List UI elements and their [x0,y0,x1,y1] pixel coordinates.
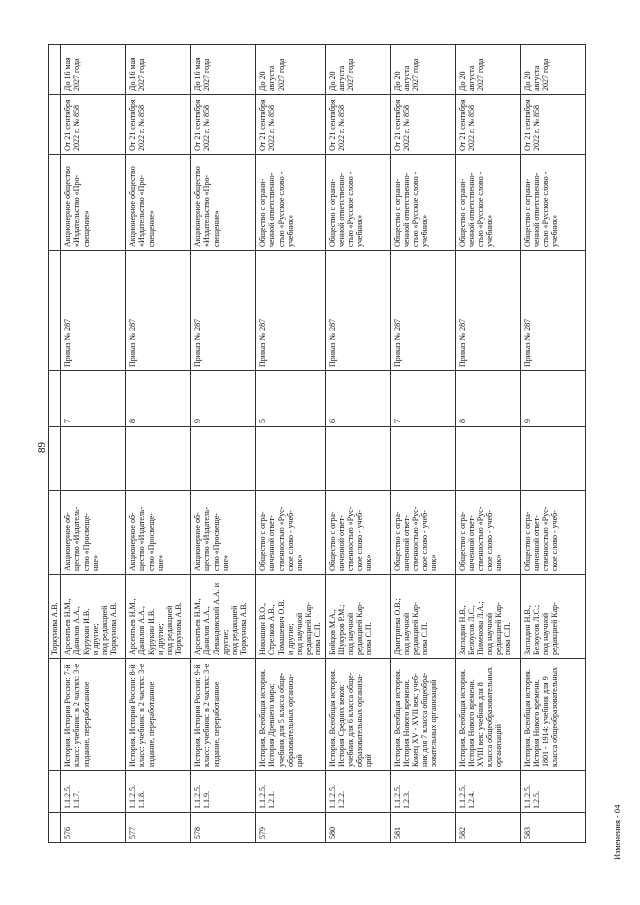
valid-until: До 16 мая 2027 года [61,45,126,95]
header-cell [49,371,61,427]
publisher-current: Общество с ограни- ченной ответственно- стью «Русское слово - учебник» [256,155,325,251]
valid-from: От 21 сентября 2022 г. № 858 [325,95,390,155]
publisher: Общество с огра- ниченной ответ- ственностью «Рус- ское слово - учеб- [520,491,585,575]
header-cell [49,45,61,95]
authors: Бойцов М.А., Шукуров Р.М.; под научной редакцией Кар- пова С.П. [325,575,390,659]
order-position: 8 [455,371,520,427]
textbook-title: История. Всеобщая история. История Древнего мира: учебник для 5 класса обще- образовательных организа- ций [256,659,325,771]
table-row [455,45,520,843]
order-ref: Приказ № 287 [455,251,520,371]
valid-until: До 16 мая 2027 года [126,45,191,95]
publisher-current: Акционерное общество «Издательство «Про- свещение» [191,155,256,251]
order-ref: Приказ № 287 [126,251,191,371]
publisher: Общество с огра- ниченной ответ- ственностью «Рус- ское слово - учеб- ник» [390,491,455,575]
section-code: 1.1.2.5. 1.1.8. [126,771,191,813]
order-position: 6 [325,371,390,427]
row-number: 579 [256,813,325,843]
publisher: Общество с огра- ниченной ответ- ственностью «Рус- ское слово - учеб- ник» [325,491,390,575]
authors: Никишин В.О., Стрелков А.В., Томашевич О.В. и другие; под научной редакцией Кар- пова С.П. [256,575,325,659]
row-number: 576 [61,813,126,843]
row-number: 578 [191,813,256,843]
publisher-current: Общество с ограни- ченной ответственно- стью «Русское слово - учебник» [325,155,390,251]
valid-until: До 20 августа 2027 года [256,45,325,95]
valid-until: До 20 августа 2027 года [455,45,520,95]
publisher-current: Общество с ограни- ченной ответственно- стью «Русское слово - учебник» [455,155,520,251]
header-cell [49,659,61,771]
header-cell [49,155,61,251]
row-number: 583 [520,813,585,843]
order-position: 8 [126,371,191,427]
header-cell [49,813,61,843]
empty-cell [191,427,256,491]
order-position: 7 [61,371,126,427]
table-row [61,45,126,843]
order-ref: Приказ № 287 [325,251,390,371]
header-cell [49,251,61,371]
header-cell [49,771,61,813]
header-cell [49,491,61,575]
table-row [256,45,325,843]
order-ref: Приказ № 287 [61,251,126,371]
page-number: 89 [36,442,48,453]
table-header-row [49,45,61,843]
empty-cell [61,427,126,491]
section-code: 1.1.2.5. 1.2.5. [520,771,585,813]
textbook-title: История. Всеобщая история. История Нового времени. 1801 - 1914: учебник для 9 класса общеобразовательных [520,659,585,771]
registry-table [48,44,586,843]
empty-cell [126,427,191,491]
empty-cell [256,427,325,491]
authors: Загладин Н.В., Белоусов Л.С., Пименова Л.А.; под научной редакцией Кар- пова С.П. [455,575,520,659]
order-position: 7 [390,371,455,427]
authors: Арсентьев Н.М., Данилов А.А., Левандовский А.А. и другие; под редакцией Торкунова А.В. [191,575,256,659]
section-code: 1.1.2.5. 1.2.4. [455,771,520,813]
row-number: 577 [126,813,191,843]
textbook-title: История. История России: 8-й класс: учебник: в 2 частях: 3-е издание, переработанное [126,659,191,771]
textbook-title: История. История России: 9-й класс: учебник: в 2 частях: 3-е издание, переработанное [191,659,256,771]
publisher-current: Общество с ограни- ченной ответственно- стью «Русское слово - учебник» [520,155,585,251]
empty-cell [390,427,455,491]
textbook-title: История. История России: 7-й класс: учебник: в 2 частях: 3-е издание, переработанное [61,659,126,771]
order-position: 5 [256,371,325,427]
footer-note: Изменения - 04 [612,804,622,860]
publisher: Акционерное об- щество «Издатель- ство «Просвеще- ние» [61,491,126,575]
row-number: 580 [325,813,390,843]
order-ref: Приказ № 287 [191,251,256,371]
textbook-title: История. Всеобщая история. История Средних веков: учебник для 6 класса обще- образовательных организа- ций [325,659,390,771]
row-number: 581 [390,813,455,843]
header-cell: Торкунова А.В. [49,575,61,659]
table-row [325,45,390,843]
header-cell [49,427,61,491]
textbook-title: История. Всеобщая история. История Нового времени. XVIII век: учебник для 8 класса общеобразовательных организаций [455,659,520,771]
order-ref: Приказ № 287 [520,251,585,371]
order-ref: Приказ № 287 [390,251,455,371]
table-row [390,45,455,843]
publisher: Общество с огра- ниченной ответ- ственностью «Рус- ское слово - учеб- ник» [256,491,325,575]
valid-from: От 21 сентября 2022 г. № 858 [191,95,256,155]
section-code: 1.1.2.5. 1.2.2. [325,771,390,813]
table-row [520,45,585,843]
valid-from: От 21 сентября 2022 г. № 858 [390,95,455,155]
section-code: 1.1.2.5. 1.2.3. [390,771,455,813]
header-cell [49,95,61,155]
valid-from: От 21 сентября 2022 г. № 858 [520,95,585,155]
publisher: Акционерное об- щество «Издатель- ство «Просвеще- ние» [126,491,191,575]
valid-until: До 20 августа 2027 года [520,45,585,95]
valid-from: От 21 сентября 2022 г. № 858 [126,95,191,155]
publisher-current: Акционерное общество «Издательство «Про- свещение» [61,155,126,251]
order-position: 9 [520,371,585,427]
section-code: 1.1.2.5. 1.1.7. [61,771,126,813]
authors: Загладин Н.В., Белоусов Л.С.; под научной редакцией Кар- [520,575,585,659]
section-code: 1.1.2.5. 1.1.9. [191,771,256,813]
valid-from: От 21 сентября 2022 г. № 858 [256,95,325,155]
order-position: 9 [191,371,256,427]
valid-from: От 21 сентября 2022 г. № 858 [61,95,126,155]
empty-cell [520,427,585,491]
textbook-title: История. Всеобщая история. История Нового времени. Конец XV - XVII век: учеб- ник для 7 класса общеобра- зовательных организаций [390,659,455,771]
valid-until: До 20 августа 2027 года [390,45,455,95]
authors: Дмитриева О.В.; под научной редакцией Кар- пова С.П. [390,575,455,659]
empty-cell [325,427,390,491]
authors: Арсентьев Н.М., Данилов А.А., Курукин И.В. и другие; под редакцией Торкунова А.В. [126,575,191,659]
table-row [126,45,191,843]
order-ref: Приказ № 287 [256,251,325,371]
publisher: Акционерное об- щество «Издатель- ство «Просвеще- ние» [191,491,256,575]
valid-until: До 20 августа 2027 года [325,45,390,95]
authors: Арсентьев Н.М., Данилов А.А., Курукин И.В. и другие; под редакцией Торкунова А.В. [61,575,126,659]
section-code: 1.1.2.5. 1.2.1. [256,771,325,813]
row-number: 582 [455,813,520,843]
table-row [191,45,256,843]
valid-from: От 21 сентября 2022 г. № 858 [455,95,520,155]
publisher-current: Общество с ограни- ченной ответственно- стью «Русское слово - учебник» [390,155,455,251]
publisher: Общество с огра- ниченной ответ- ственностью «Рус- ское слово - учеб- ник» [455,491,520,575]
valid-until: До 16 мая 2027 года [191,45,256,95]
empty-cell [455,427,520,491]
publisher-current: Акционерное общество «Издательство «Про- свещение» [126,155,191,251]
